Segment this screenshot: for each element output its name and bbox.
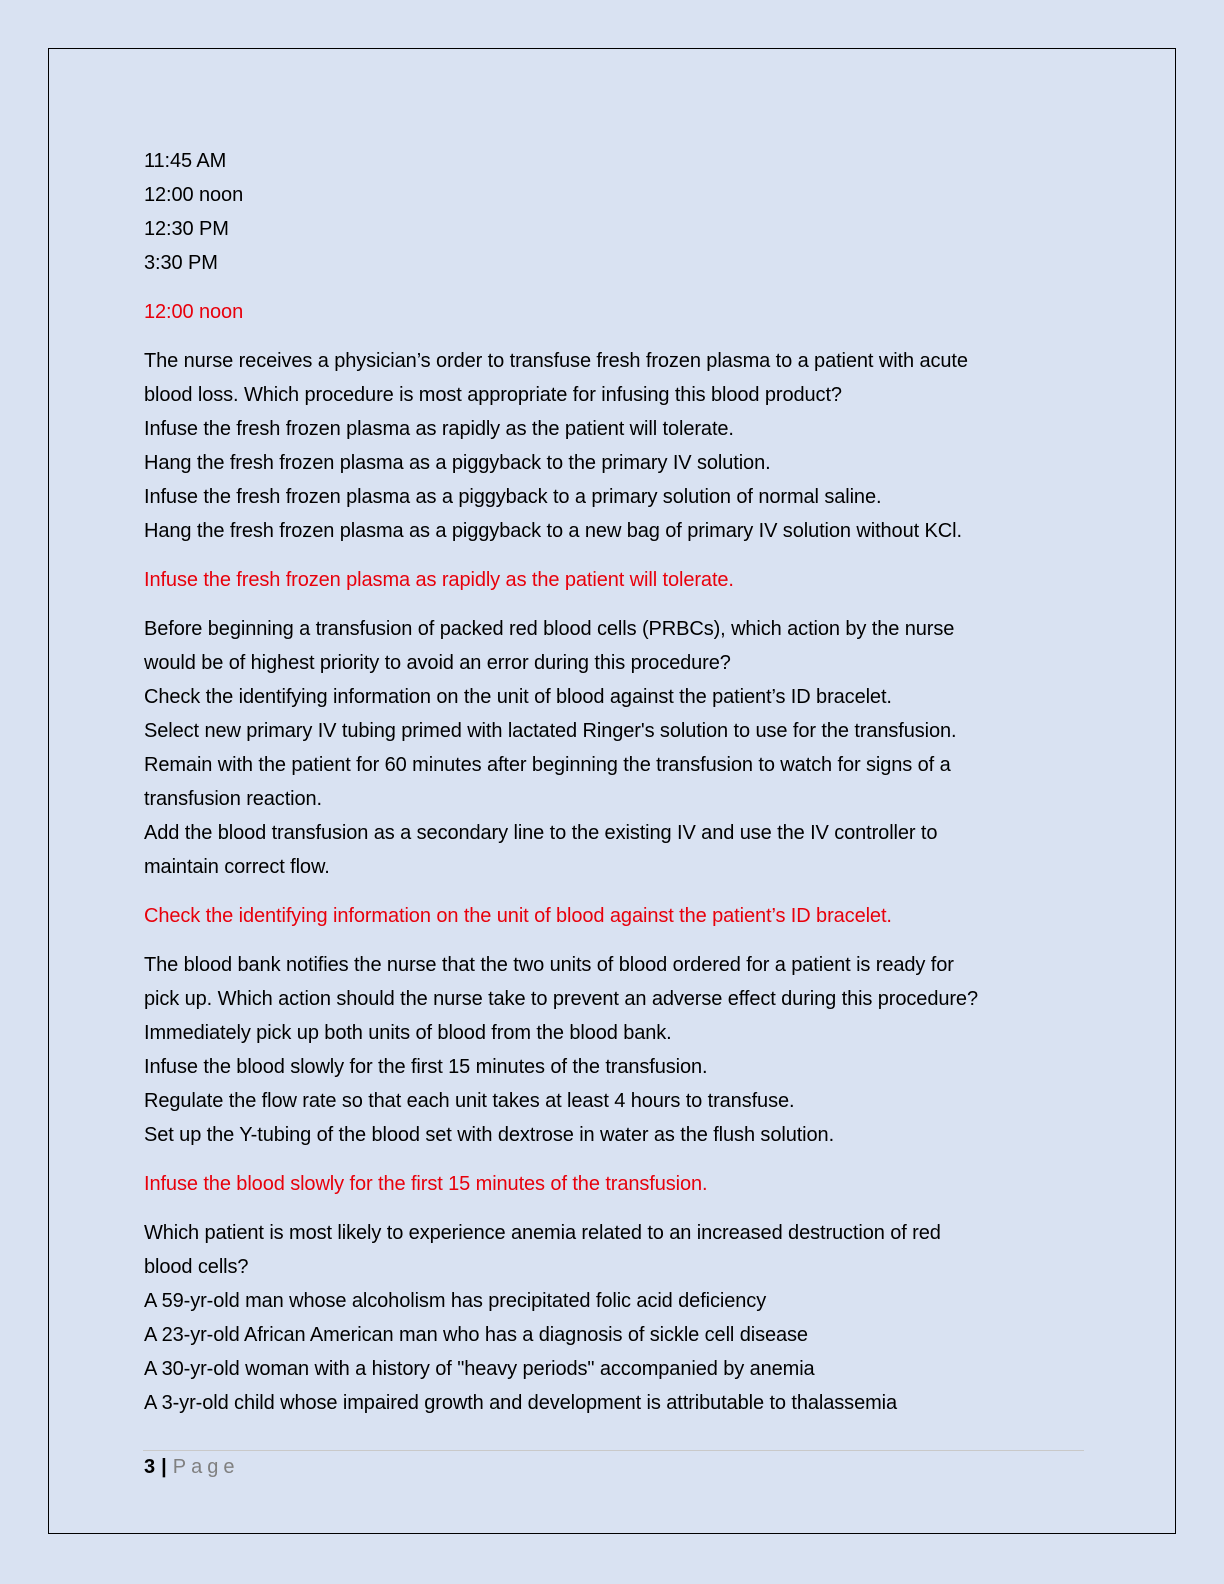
text-line: Infuse the fresh frozen plasma as a piggyback to a primary solution of normal saline. bbox=[144, 486, 882, 508]
question-block bbox=[144, 948, 1088, 1152]
answer-line: 12:00 noon bbox=[144, 301, 244, 323]
text-line: transfusion reaction. bbox=[144, 788, 322, 810]
question-block bbox=[144, 612, 1088, 884]
text-line: Select new primary IV tubing primed with lactated Ringer's solution to use for the transfusion. bbox=[144, 720, 957, 742]
text-line: Set up the Y-tubing of the blood set with dextrose in water as the flush solution. bbox=[144, 1124, 835, 1146]
text-line: The nurse receives a physician’s order to transfuse fresh frozen plasma to a patient with acute bbox=[144, 350, 968, 372]
text-line: A 59-yr-old man whose alcoholism has precipitated folic acid deficiency bbox=[144, 1290, 767, 1312]
text-line: 11:45 AM bbox=[144, 150, 227, 172]
text-line: A 30-yr-old woman with a history of "heavy periods" accompanied by anemia bbox=[144, 1358, 815, 1380]
options-block bbox=[144, 144, 1088, 280]
text-line: blood loss. Which procedure is most appropriate for infusing this blood product? bbox=[144, 384, 842, 406]
footer-divider bbox=[143, 1450, 1084, 1451]
text-line: Before beginning a transfusion of packed red blood cells (PRBCs), which action by the nurse bbox=[144, 618, 955, 640]
text-line: A 23-yr-old African American man who has a diagnosis of sickle cell disease bbox=[144, 1324, 808, 1346]
answer-key bbox=[144, 1167, 1088, 1201]
text-line: Add the blood transfusion as a secondary line to the existing IV and use the IV controller to bbox=[144, 822, 938, 844]
text-line: 3:30 PM bbox=[144, 252, 218, 274]
answer-key bbox=[144, 899, 1088, 933]
footer-separator: | bbox=[161, 1456, 167, 1478]
text-line: blood cells? bbox=[144, 1256, 249, 1278]
page-footer bbox=[144, 1453, 239, 1481]
text-line: Infuse the blood slowly for the first 15 minutes of the transfusion. bbox=[144, 1056, 708, 1078]
document-body bbox=[144, 144, 1088, 1435]
text-line: Regulate the flow rate so that each unit takes at least 4 hours to transfuse. bbox=[144, 1090, 795, 1112]
answer-key bbox=[144, 563, 1088, 597]
answer-line: Check the identifying information on the unit of blood against the patient’s ID bracelet. bbox=[144, 905, 892, 927]
page-label: Page bbox=[172, 1456, 240, 1478]
text-line: maintain correct flow. bbox=[144, 856, 330, 878]
answer-line: Infuse the fresh frozen plasma as rapidly as the patient will tolerate. bbox=[144, 569, 734, 591]
text-line: Check the identifying information on the unit of blood against the patient’s ID bracelet. bbox=[144, 686, 892, 708]
question-block bbox=[144, 344, 1088, 548]
text-line: A 3-yr-old child whose impaired growth and development is attributable to thalassemia bbox=[144, 1392, 898, 1414]
text-line: Immediately pick up both units of blood from the blood bank. bbox=[144, 1022, 672, 1044]
text-line: Which patient is most likely to experience anemia related to an increased destruction of red bbox=[144, 1222, 941, 1244]
text-line: Hang the fresh frozen plasma as a piggyback to a new bag of primary IV solution without KCl. bbox=[144, 520, 962, 542]
text-line: The blood bank notifies the nurse that the two units of blood ordered for a patient is ready for bbox=[144, 954, 954, 976]
page-number: 3 bbox=[144, 1456, 156, 1478]
text-line: would be of highest priority to avoid an error during this procedure? bbox=[144, 652, 731, 674]
text-line: Remain with the patient for 60 minutes after beginning the transfusion to watch for signs of a bbox=[144, 754, 951, 776]
text-line: Hang the fresh frozen plasma as a piggyback to the primary IV solution. bbox=[144, 452, 771, 474]
answer-key bbox=[144, 295, 1088, 329]
question-block bbox=[144, 1216, 1088, 1420]
text-line: 12:00 noon bbox=[144, 184, 244, 206]
text-line: pick up. Which action should the nurse take to prevent an adverse effect during this procedure? bbox=[144, 988, 978, 1010]
text-line: Infuse the fresh frozen plasma as rapidly as the patient will tolerate. bbox=[144, 418, 734, 440]
text-line: 12:30 PM bbox=[144, 218, 229, 240]
answer-line: Infuse the blood slowly for the first 15 minutes of the transfusion. bbox=[144, 1173, 708, 1195]
